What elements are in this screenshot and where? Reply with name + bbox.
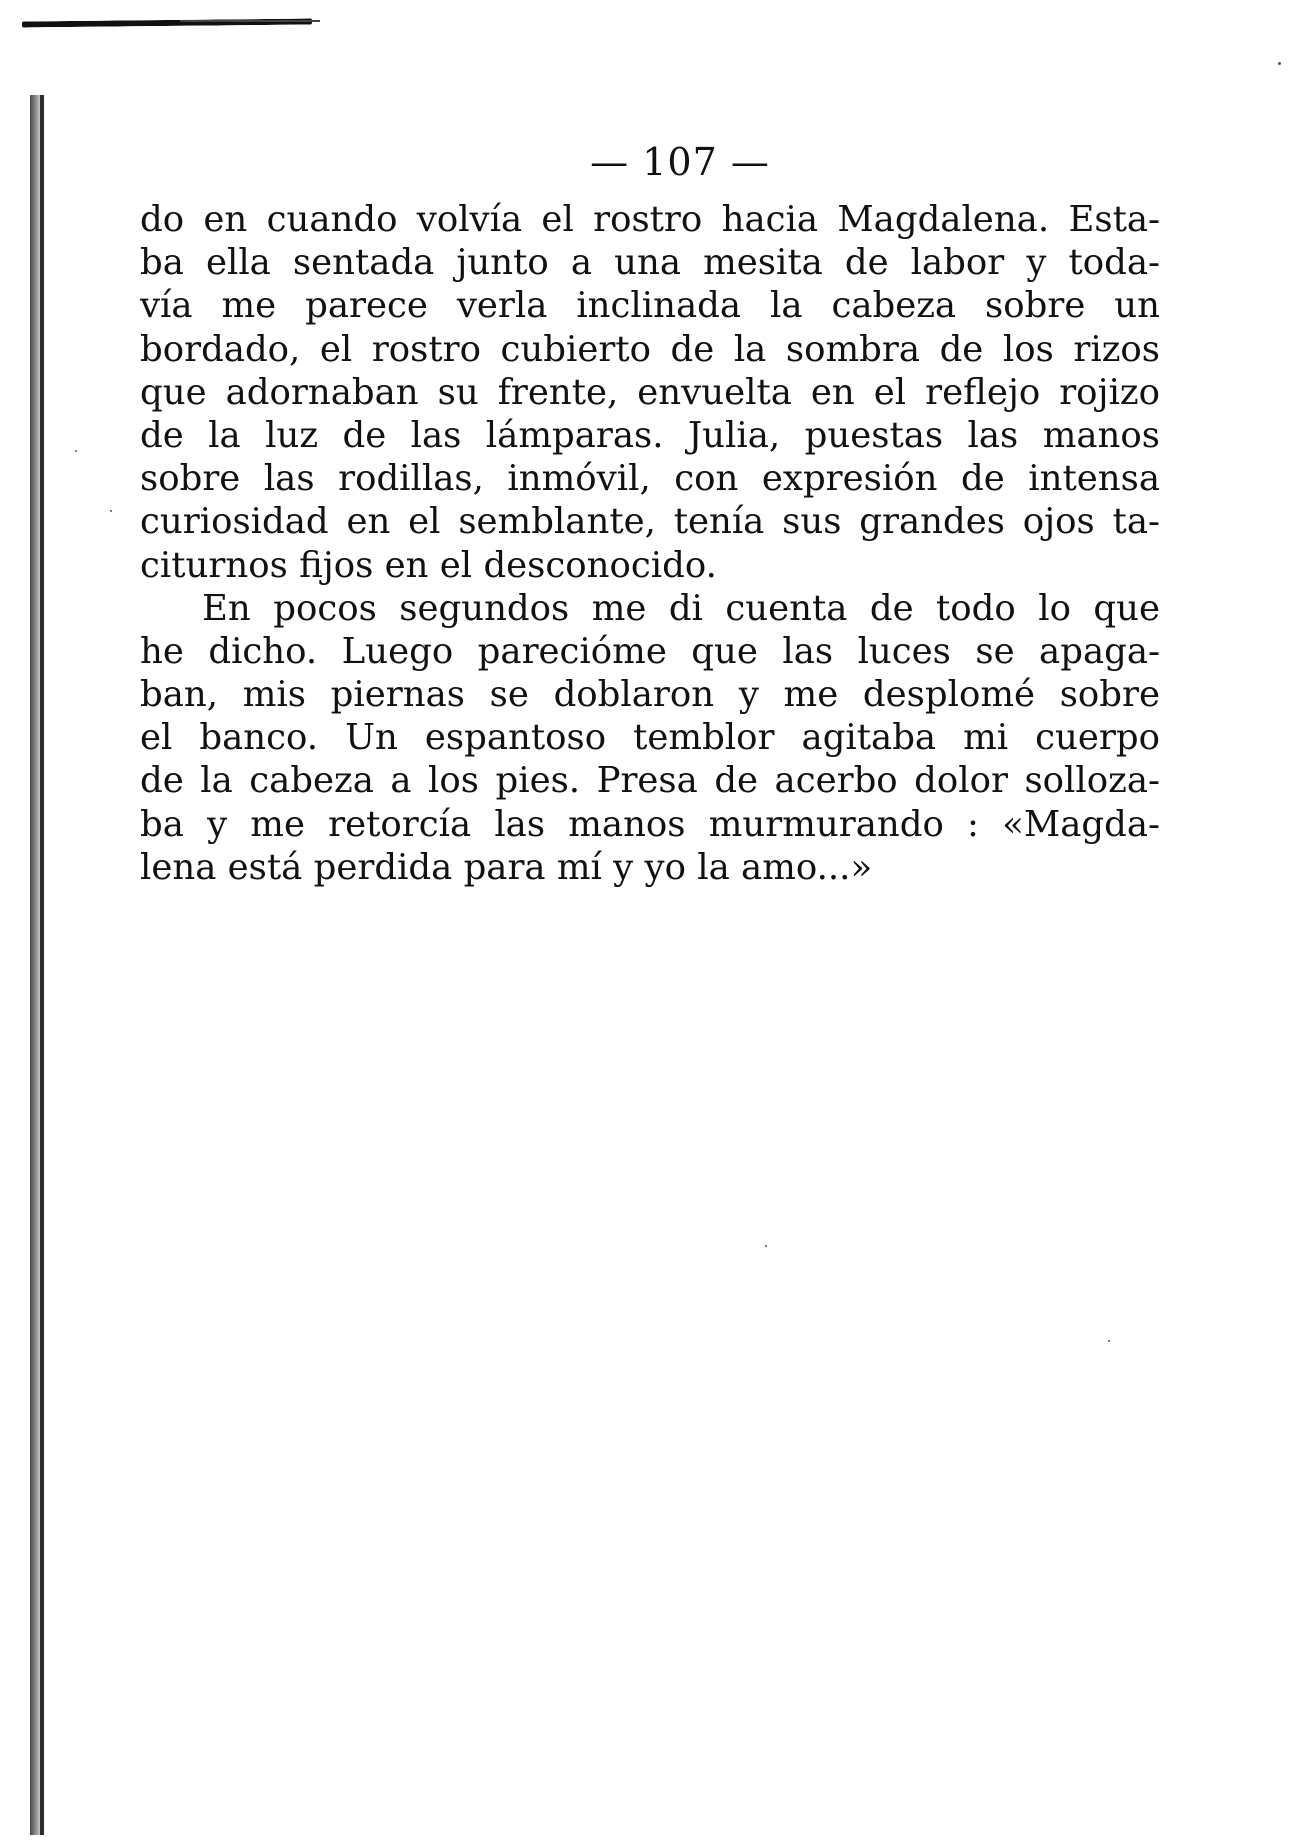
scan-speck [1278, 62, 1281, 65]
text-line: ba ella sentada junto a una mesita de labor y toda- [140, 242, 1160, 284]
text-line: citurnos fijos en el desconocido. [140, 544, 717, 586]
binding-gutter-edge [40, 95, 44, 1835]
text-line: el banco. Un espantoso temblor agitaba mi cuerpo [140, 717, 1160, 759]
scan-speck [75, 450, 77, 452]
text-line: vía me parece verla inclinada la cabeza sobre un [140, 285, 1160, 327]
text-line: lena está perdida para mí y yo la amo...» [140, 846, 873, 888]
text-line: de la cabeza a los pies. Presa de acerbo dolor solloza- [140, 760, 1160, 802]
text-line: he dicho. Luego parecióme que las luces se apaga- [140, 630, 1160, 672]
text-line: sobre las rodillas, inmóvil, con expresión de intensa [140, 458, 1160, 500]
paragraph-1 [140, 198, 1160, 587]
page-number: — 107 — [590, 140, 770, 184]
text-line: curiosidad en el semblante, tenía sus grandes ojos ta- [140, 501, 1160, 543]
text-line: do en cuando volvía el rostro hacia Magdalena. Esta- [140, 199, 1160, 240]
text-line: En pocos segundos me di cuenta de todo lo que [202, 587, 1160, 629]
text-line: ban, mis piernas se doblaron y me desplomé sobre [140, 674, 1160, 716]
text-line: bordado, el rostro cubierto de la sombra de los rizos [140, 328, 1160, 370]
top-edge-mark-tail [180, 20, 320, 22]
scan-speck [110, 510, 112, 512]
scan-speck [765, 1245, 767, 1247]
paragraph-2 [140, 587, 1160, 889]
text-line: ba y me retorcía las manos murmurando : «Magda- [140, 803, 1160, 845]
scan-speck [1108, 1340, 1110, 1342]
text-line: de la luz de las lámparas. Julia, puestas las manos [140, 414, 1160, 456]
body-text [140, 198, 1160, 889]
text-line: que adornaban su frente, envuelta en el reflejo rojizo [140, 371, 1160, 413]
